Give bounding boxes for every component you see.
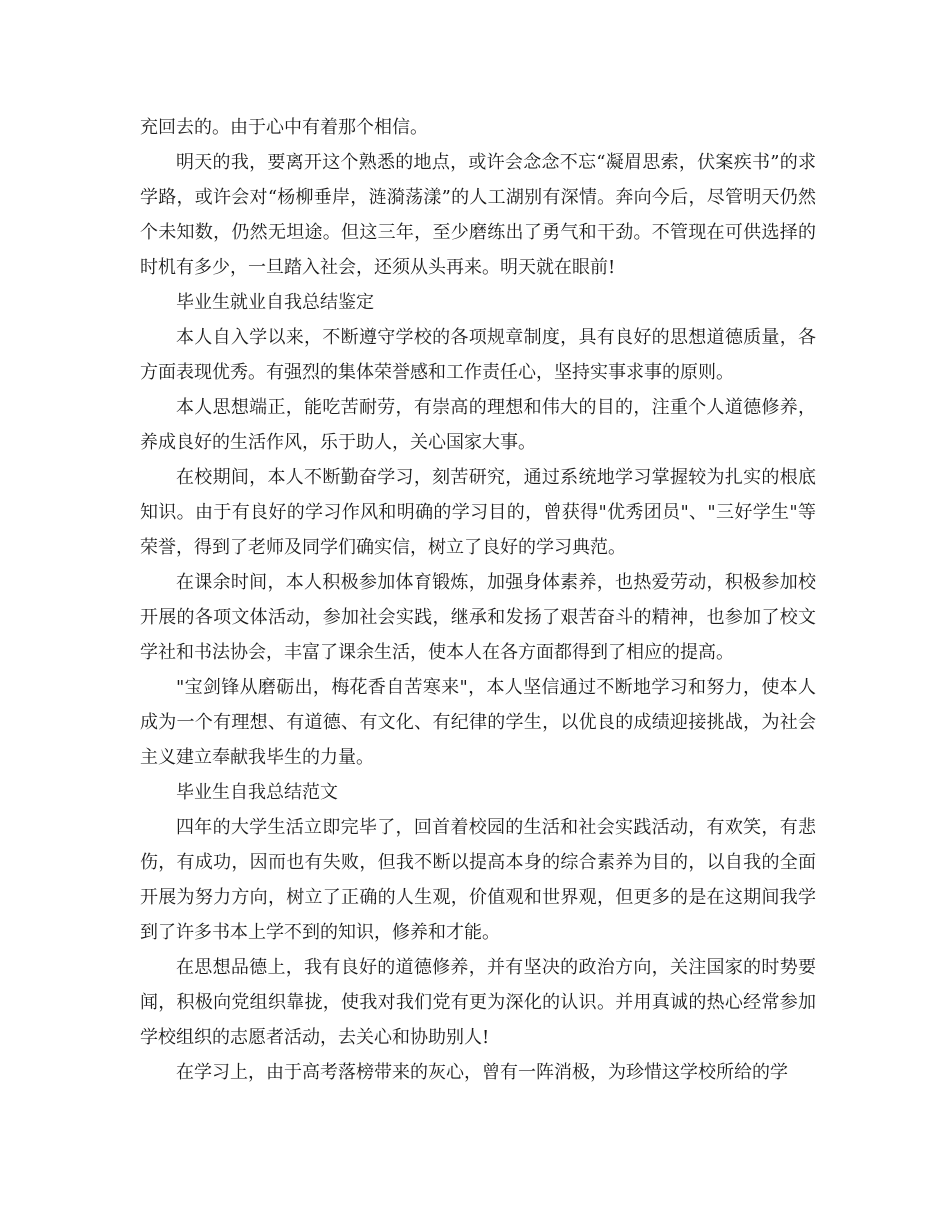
paragraph: 在校期间，本人不断勤奋学习，刻苦研究，通过系统地学习掌握较为扎实的根底知识。由于有良好的学习作风和明确的学习目的，曾获得"优秀团员"、"三好学生"等荣誉，得到了老师及同学们确实信，树立了良好的学习典范。 [140, 467, 816, 558]
paragraph: 在课余时间，本人积极参加体育锻炼，加强身体素养，也热爱劳动，积极参加校开展的各项文体活动，参加社会实践，继承和发扬了艰苦奋斗的精神，也参加了校文学社和书法协会，丰富了课余生活，使本人在各方面都得到了相应的提高。 [140, 572, 816, 663]
section-heading: 毕业生自我总结范文 [176, 782, 338, 803]
paragraph: 在学习上，由于高考落榜带来的灰心，曾有一阵消极，为珍惜这学校所给的学 [176, 1062, 788, 1083]
paragraph: 本人自入学以来，不断遵守学校的各项规章制度，具有良好的思想道德质量，各方面表现优秀。有强烈的集体荣誉感和工作责任心，坚持实事求事的原则。 [140, 327, 816, 383]
paragraph-continued: 充回去的。由于心中有着那个相信。 [140, 117, 428, 138]
paragraph: 本人思想端正，能吃苦耐劳，有崇高的理想和伟大的目的，注重个人道德修养，养成良好的生活作风，乐于助人，关心国家大事。 [140, 397, 816, 453]
section-heading: 毕业生就业自我总结鉴定 [176, 292, 374, 313]
paragraph: 在思想品德上，我有良好的道德修养，并有坚决的政治方向，关注国家的时势要闻，积极向党组织靠拢，使我对我们党有更为深化的认识。并用真诚的热心经常参加学校组织的志愿者活动，去关心和协助别人! [140, 957, 816, 1048]
paragraph: "宝剑锋从磨砺出，梅花香自苦寒来"，本人坚信通过不断地学习和努力，使本人成为一个有理想、有道德、有文化、有纪律的学生，以优良的成绩迎接挑战，为社会主义建立奉献我毕生的力量。 [140, 677, 816, 768]
paragraph: 明天的我，要离开这个熟悉的地点，或许会念念不忘“凝眉思索，伏案疾书”的求学路，或许会对“杨柳垂岸，涟漪荡漾”的人工湖别有深情。奔向今后，尽管明天仍然个未知数，仍然无坦途。但这三年，至少磨练出了勇气和干劲。不管现在可供选择的时机有多少，一旦踏入社会，还须从头再来。明天就在眼前! [140, 152, 816, 278]
paragraph: 四年的大学生活立即完毕了，回首着校园的生活和社会实践活动，有欢笑，有悲伤，有成功，因而也有失败，但我不断以提高本身的综合素养为目的，以自我的全面开展为努力方向，树立了正确的人生观，价值观和世界观，但更多的是在这期间我学到了许多书本上学不到的知识，修养和才能。 [140, 817, 816, 943]
document-page [140, 110, 816, 1090]
